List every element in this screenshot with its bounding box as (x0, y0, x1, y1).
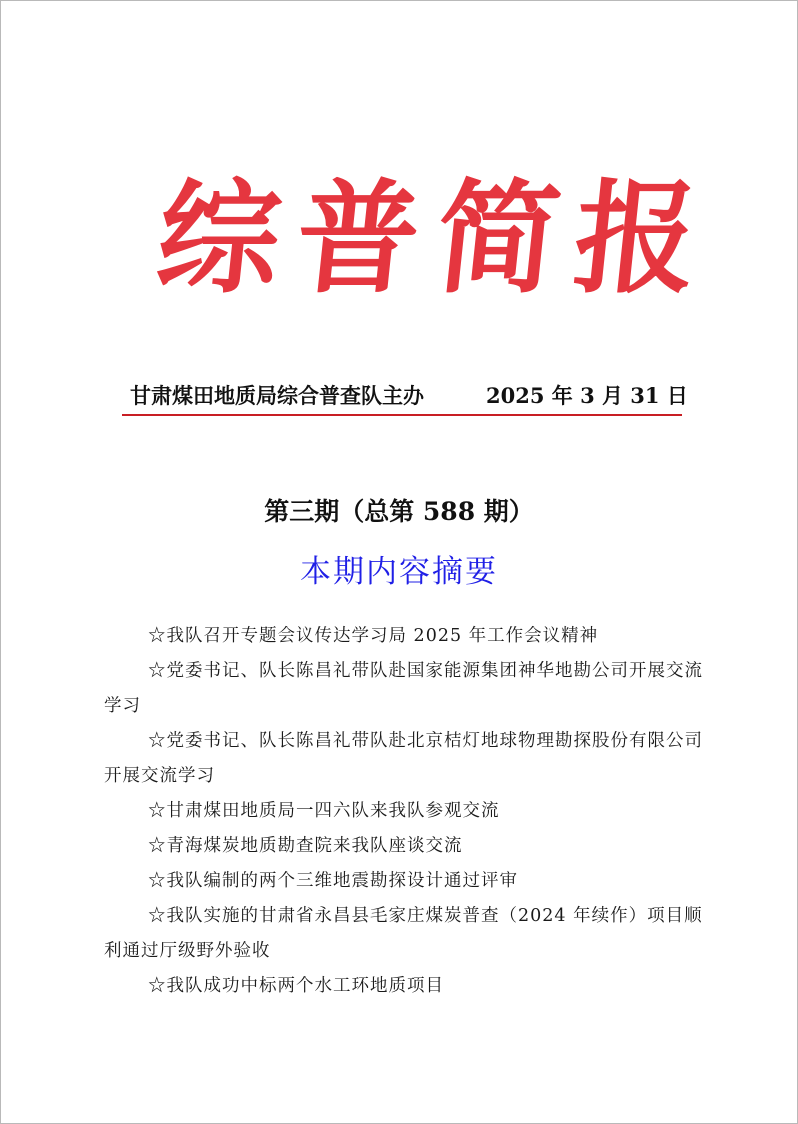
summary-item: ☆我队召开专题会议传达学习局 2025 年工作会议精神 (148, 626, 599, 646)
issue-date: 2025 年 3 月 31 日 (486, 383, 688, 408)
summary-item: ☆党委书记、队长陈昌礼带队赴北京桔灯地球物理勘探股份有限公司开展交流学习 (104, 731, 703, 786)
summary-item: ☆我队编制的两个三维地震勘探设计通过评审 (148, 871, 518, 891)
masthead-char-2: 普 (289, 166, 427, 310)
masthead-title (0, 168, 798, 308)
red-divider (122, 414, 682, 416)
summary-item: ☆甘肃煤田地质局一四六队来我队参观交流 (148, 801, 500, 821)
issue-number: 第三期（总第 588 期） (264, 497, 534, 526)
summary-heading: 本期内容摘要 (300, 554, 498, 590)
masthead-char-3: 简 (429, 166, 567, 310)
summary-item: ☆我队实施的甘肃省永昌县毛家庄煤炭普查（2024 年续作）项目顺利通过厅级野外验收 (104, 906, 703, 961)
masthead-char-4: 报 (567, 166, 705, 310)
organizer-text: 甘肃煤田地质局综合普查队主办 (130, 383, 424, 408)
summary-list (104, 619, 704, 1004)
masthead-char-1: 综 (150, 166, 288, 310)
summary-item: ☆青海煤炭地质勘查院来我队座谈交流 (148, 836, 463, 856)
sponsor-line (130, 380, 688, 412)
summary-item: ☆我队成功中标两个水工环地质项目 (148, 976, 444, 996)
summary-item: ☆党委书记、队长陈昌礼带队赴国家能源集团神华地勘公司开展交流学习 (104, 661, 703, 716)
